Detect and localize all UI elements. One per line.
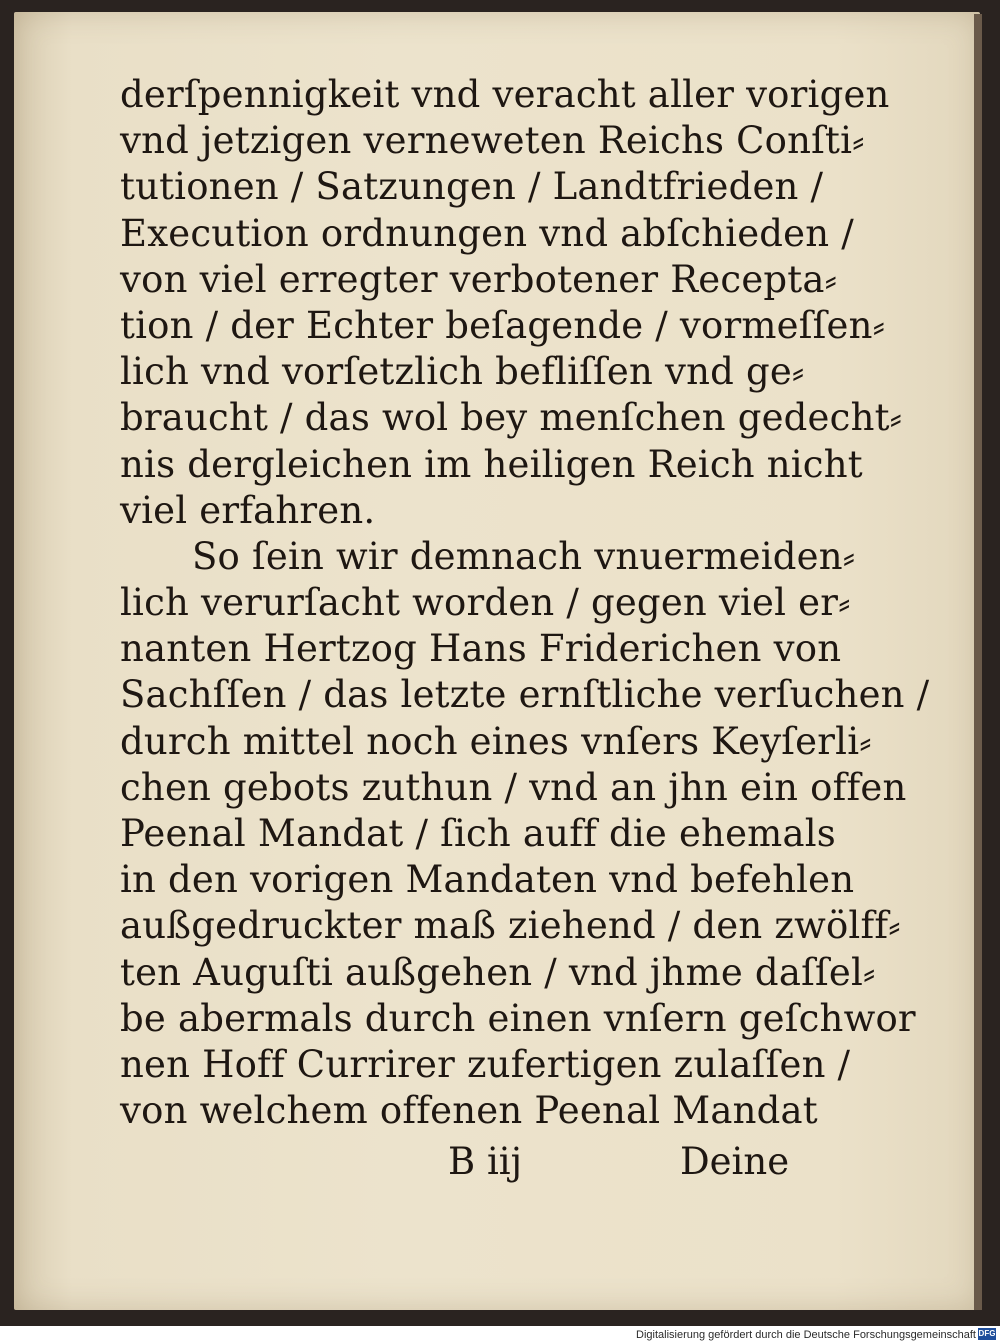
text-line: durch mittel noch eines vnſers Keyſerli⸗ bbox=[120, 719, 872, 763]
text-line: nanten Hertzog Hans Friderichen von bbox=[120, 627, 842, 671]
page-edge bbox=[974, 14, 982, 1310]
funding-credit: Digitalisierung gefördert durch die Deutsche Forschungsgemeinschaft bbox=[636, 1329, 976, 1341]
text-line: lich verurſacht worden / gegen viel er⸗ bbox=[120, 581, 851, 625]
text-line: ten Auguſti außgehen / vnd jhme daſſel⸗ bbox=[120, 950, 876, 994]
catchword: Deine bbox=[680, 1140, 790, 1183]
page-text bbox=[120, 72, 930, 1134]
text-line: vnd jetzigen verneweten Reichs Conſti⸗ bbox=[120, 119, 865, 163]
text-line: lich vnd vorſetzlich befliſſen vnd ge⸗ bbox=[120, 350, 805, 394]
text-line: Sachſſen / das letzte ernſtliche verſuchen / bbox=[120, 673, 930, 717]
paragraph-start-line: So ſein wir demnach vnuermeiden⸗ bbox=[192, 534, 856, 578]
text-line: von viel erregter verbotener Recepta⸗ bbox=[120, 257, 838, 301]
text-line: nis dergleichen im heiligen Reich nicht bbox=[120, 442, 863, 486]
dfg-logo-icon: DFG bbox=[978, 1329, 996, 1338]
text-line: in den vorigen Mandaten vnd befehlen bbox=[120, 858, 855, 902]
text-line: tion / der Echter beſagende / vormeſſen⸗ bbox=[120, 303, 886, 347]
text-line: be abermals durch einen vnſern geſchwor bbox=[120, 996, 916, 1040]
text-line: braucht / das wol bey menſchen gedecht⸗ bbox=[120, 396, 903, 440]
text-line: Peenal Mandat / ſich auff die ehemals bbox=[120, 812, 836, 855]
text-line: außgedruckter maß ziehend / den zwölff⸗ bbox=[120, 904, 901, 948]
text-line: tutionen / Satzungen / Landtfrieden / bbox=[120, 165, 824, 209]
signature-mark: B iij bbox=[448, 1140, 523, 1183]
text-line: chen gebots zuthun / vnd an jhn ein offen bbox=[120, 765, 907, 809]
text-line: Execution ordnungen vnd abſchieden / bbox=[120, 211, 854, 255]
text-line: von welchem offenen Peenal Mandat bbox=[120, 1089, 818, 1133]
text-line: viel erfahren. bbox=[120, 488, 376, 532]
text-line: derſpennigkeit vnd veracht aller vorigen bbox=[120, 73, 890, 116]
text-line: nen Hoff Currirer zufertigen zulaſſen / bbox=[120, 1042, 851, 1086]
